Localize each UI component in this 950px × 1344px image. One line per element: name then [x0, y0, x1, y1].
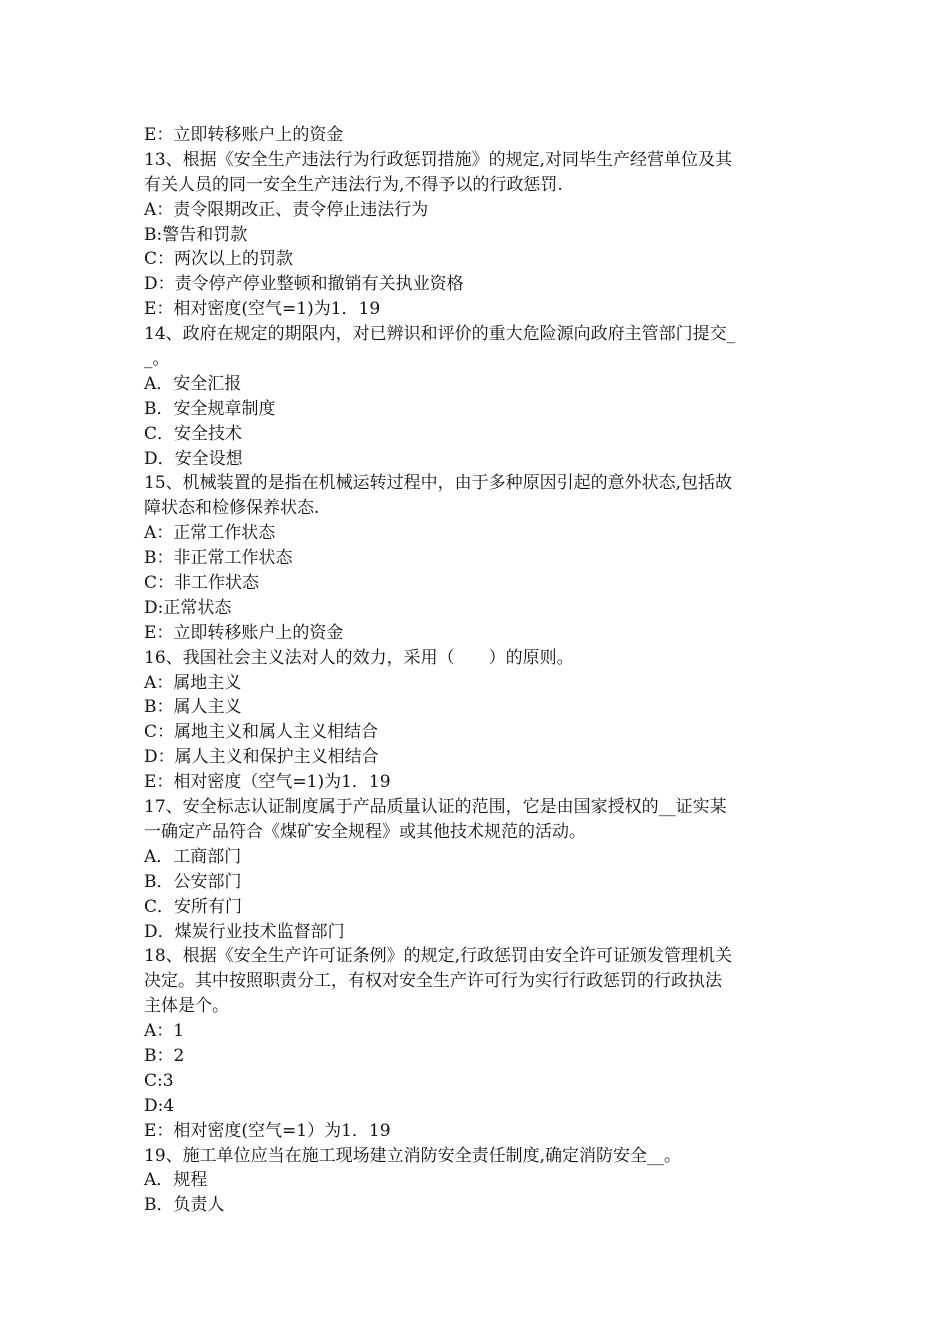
question-16-text: 16、我国社会主义法对人的效力，采用（ ）的原则。: [144, 647, 574, 668]
question-14-text: 14、政府在规定的期限内，对已辨识和评价的重大危险源向政府主管部门提交_: [144, 324, 736, 345]
option-d: D．煤炭行业技术监督部门: [144, 921, 345, 942]
option-c: C:3: [144, 1070, 174, 1091]
text-line: 主体是个。: [144, 996, 229, 1017]
text-line: _。: [144, 349, 170, 370]
option-c: C：非工作状态: [144, 573, 260, 594]
option-b: B：2: [144, 1045, 185, 1066]
text-line: E：立即转移账户上的资金: [144, 125, 344, 145]
option-a: A．工商部门: [144, 846, 242, 867]
option-c: C：属地主义和属人主义相结合: [144, 722, 379, 743]
question-15-text: 15、机械装置的是指在机械运转过程中，由于多种原因引起的意外状态,包括故: [144, 473, 733, 494]
question-19-text: 19、施工单位应当在施工现场建立消防安全责任制度,确定消防安全__。: [144, 1145, 682, 1166]
option-e: E：相对密度(空气=1）为1．19: [144, 1120, 391, 1141]
option-d: D:正常状态: [144, 597, 232, 618]
option-e: E：相对密度（空气=1)为1．19: [144, 772, 391, 793]
question-18-text: 18、根据《安全生产许可证条例》的规定,行政惩罚由安全许可证颁发管理机关: [144, 946, 733, 967]
option-a: A．规程: [144, 1170, 208, 1191]
option-b: B：属人主义: [144, 697, 242, 718]
option-c: C：两次以上的罚款: [144, 249, 294, 270]
text-line: 决定。其中按照职责分工，有权对安全生产许可行为实行行政惩罚的行政执法: [144, 971, 722, 992]
option-d: D．安全设想: [144, 448, 243, 469]
document-body: [144, 123, 809, 1218]
option-d: D：责令停产停业整顿和撤销有关执业资格: [144, 274, 464, 295]
option-d: D:4: [144, 1095, 175, 1116]
option-a: A：责令限期改正、责令停止违法行为: [144, 199, 429, 220]
option-a: A：属地主义: [144, 672, 242, 693]
option-b: B．负责人: [144, 1195, 225, 1216]
option-a: A：1: [144, 1021, 185, 1042]
option-a: A：正常工作状态: [144, 523, 276, 544]
option-e: E：立即转移账户上的资金: [144, 622, 344, 643]
option-e: E：相对密度(空气=1)为1．19: [144, 299, 381, 320]
option-c: C．安所有门: [144, 896, 243, 917]
option-b: B:警告和罚款: [144, 224, 248, 245]
option-c: C．安全技术: [144, 423, 243, 444]
text-line: 一确定产品符合《煤矿安全规程》或其他技术规范的活动。: [144, 821, 586, 842]
question-17-text: 17、安全标志认证制度属于产品质量认证的范围，它是由国家授权的__证实某: [144, 797, 727, 818]
option-d: D：属人主义和保护主义相结合: [144, 747, 379, 768]
option-a: A．安全汇报: [144, 373, 242, 394]
text-line: 有关人员的同一安全生产违法行为,不得予以的行政惩罚.: [144, 174, 563, 195]
text-line: 障状态和检修保养状态.: [144, 498, 320, 519]
question-13-text: 13、根据《安全生产违法行为行政惩罚措施》的规定,对同毕生产经营单位及其: [144, 149, 733, 170]
option-b: B：非正常工作状态: [144, 548, 293, 569]
option-b: B．公安部门: [144, 871, 242, 892]
option-b: B．安全规章制度: [144, 398, 276, 419]
